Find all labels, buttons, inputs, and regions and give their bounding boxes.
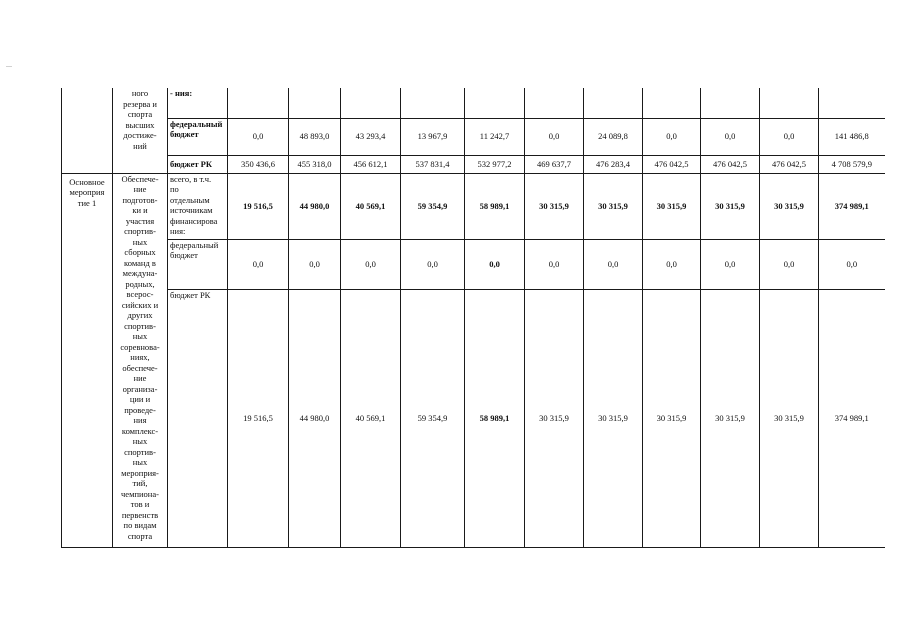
value-cell: 476 042,5 [701,155,760,173]
value-cell: 350 436,6 [228,155,289,173]
value-cell: 455 318,0 [289,155,341,173]
value-cell: 59 354,9 [401,173,465,239]
value-cell: 30 315,9 [525,173,584,239]
source-label: федеральный бюджет [168,239,228,289]
value-cell: 476 283,4 [584,155,643,173]
table-row [62,118,885,155]
value-cell: 40 569,1 [341,173,401,239]
source-label: федеральный бюджет [168,118,228,155]
value-cell: 30 315,9 [760,289,819,547]
value-cell: 456 612,1 [341,155,401,173]
source-label: бюджет РК [168,155,228,173]
value-cell: 30 315,9 [643,173,701,239]
value-cell: 30 315,9 [701,173,760,239]
value-cell: 24 089,8 [584,118,643,155]
value-cell: 0,0 [401,239,465,289]
value-cell: 0,0 [228,239,289,289]
table-row [62,173,885,239]
source-label: всего, в т.ч. по отдельным источникам финансирова ния: [168,173,228,239]
value-cell: 48 893,0 [289,118,341,155]
value-cell: 0,0 [701,239,760,289]
value-cell: 30 315,9 [525,289,584,547]
table-row [62,289,885,547]
value-cell: 0,0 [701,118,760,155]
value-cell: 0,0 [760,118,819,155]
value-cell: 476 042,5 [643,155,701,173]
continued-label: - ния: [168,88,228,118]
value-cell: 0,0 [341,239,401,289]
continued-description: ного резерва и спорта высших достиже- ний [113,88,168,173]
value-cell: 19 516,5 [228,289,289,547]
value-cell: 0,0 [760,239,819,289]
value-cell: 0,0 [525,239,584,289]
value-cell: 469 637,7 [525,155,584,173]
empty-cell [62,88,113,173]
value-cell: 30 315,9 [584,173,643,239]
value-cell: 476 042,5 [760,155,819,173]
value-cell: 141 486,8 [819,118,885,155]
section-title: Основное мероприя тие 1 [62,173,113,547]
value-cell: 374 989,1 [819,173,885,239]
section-description: Обеспече- ние подготов- ки и участия спортив- ных сборных команд в междуна- родных, всерос- сийских и других спортив- ных соревнова- ниях, обеспече- ние организа- ции и проведе- ния комплекс- ных спортив- ных мероприя- тий, чемпиона- тов и первенств по видам спорта [113,173,168,547]
source-label: бюджет РК [168,289,228,547]
budget-table [61,88,885,548]
value-cell: 19 516,5 [228,173,289,239]
value-cell: 11 242,7 [465,118,525,155]
value-cell: 44 980,0 [289,289,341,547]
value-cell: 58 989,1 [465,289,525,547]
value-cell: 40 569,1 [341,289,401,547]
value-cell: 30 315,9 [643,289,701,547]
value-cell: 44 980,0 [289,173,341,239]
value-cell: 0,0 [819,239,885,289]
value-cell: 0,0 [228,118,289,155]
value-cell: 30 315,9 [701,289,760,547]
value-cell: 0,0 [289,239,341,289]
value-cell: 374 989,1 [819,289,885,547]
value-cell: 59 354,9 [401,289,465,547]
value-cell: 0,0 [643,239,701,289]
value-cell: 532 977,2 [465,155,525,173]
value-cell: 0,0 [525,118,584,155]
value-cell: 43 293,4 [341,118,401,155]
table-row [62,239,885,289]
value-cell: 58 989,1 [465,173,525,239]
table-row [62,155,885,173]
value-cell: 0,0 [643,118,701,155]
value-cell: 13 967,9 [401,118,465,155]
table-row [62,88,885,118]
value-cell: 0,0 [465,239,525,289]
value-cell: 537 831,4 [401,155,465,173]
value-cell: 4 708 579,9 [819,155,885,173]
value-cell: 30 315,9 [584,289,643,547]
value-cell: 0,0 [584,239,643,289]
value-cell: 30 315,9 [760,173,819,239]
margin-mark: ... [6,60,12,69]
